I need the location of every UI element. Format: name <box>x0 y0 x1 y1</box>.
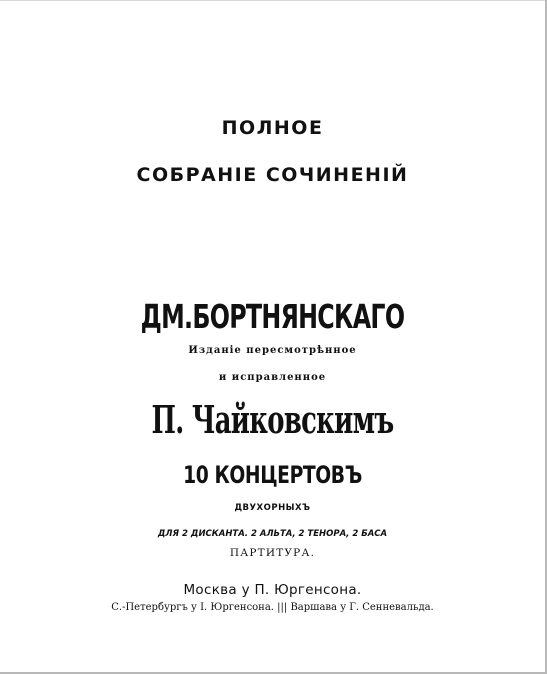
edition-note-line-2: и исправленное <box>218 372 327 383</box>
title-line-1: ПОЛНОЕ <box>221 117 324 139</box>
score-label: ПАРТИТУРА. <box>229 547 316 559</box>
page-edge-top <box>0 0 547 1</box>
voices-note: ДЛЯ 2 ДИСКАНТА. 2 АЛЬТА, 2 ТЕНОРА, 2 БАСА <box>157 529 388 539</box>
edition-note-line-1: Изданiе пересмотрѣнное <box>188 345 357 356</box>
publisher-line: Москва у П. Юргенсона. <box>183 582 362 598</box>
author-name: ДМ.БОРТНЯНСКАГО <box>140 297 405 336</box>
title-line-2: СОБРАНIЕ СОЧИНЕНIЙ <box>136 164 409 186</box>
editor-name: П. Чайковскимъ <box>151 397 394 442</box>
branches-line: С.-Петербургъ у I. Юргенсона. ||| Варшава у Г. Сенневальда. <box>111 602 434 613</box>
works-title: 10 КОНЦЕРТОВЪ <box>183 461 362 489</box>
choirs-note: ДВУХОРНЫХЪ <box>234 503 311 513</box>
